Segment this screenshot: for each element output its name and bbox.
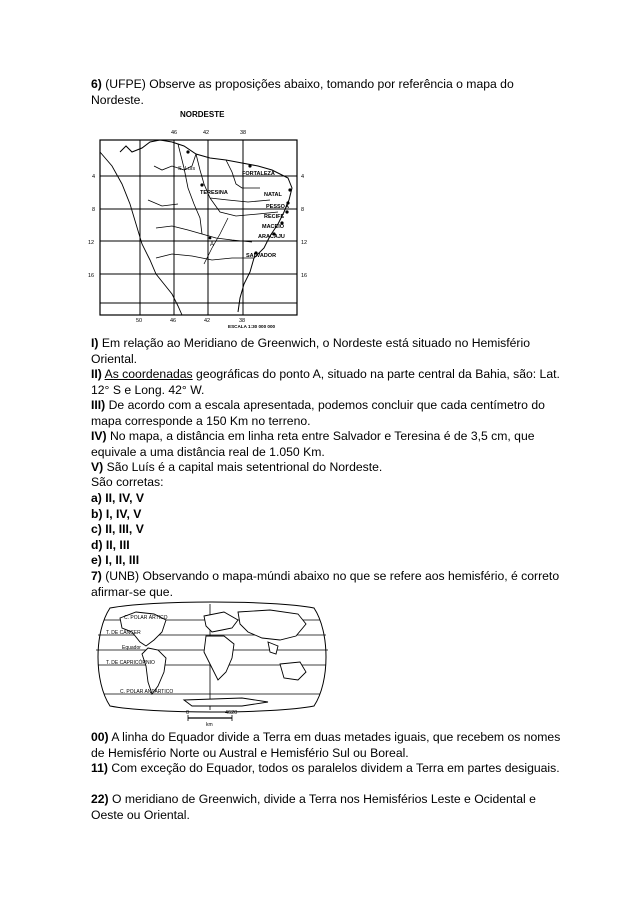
top-lon-38: 38 <box>240 130 247 136</box>
item-00-num: 00) <box>91 730 109 744</box>
q6-number: 6) <box>91 77 102 91</box>
bottom-lon-38: 38 <box>239 318 246 324</box>
city-pessoa: PESSOA <box>266 204 289 210</box>
top-lon-42: 42 <box>203 130 210 136</box>
point-a: A <box>210 242 215 248</box>
item-ii-num: II) <box>91 367 102 381</box>
q7-item-22 <box>91 792 561 823</box>
q6-item-iii <box>91 398 561 429</box>
left-lat-4: 4 <box>92 174 96 180</box>
option-b[interactable]: b) I, IV, V <box>91 506 142 521</box>
option-a[interactable]: a) II, IV, V <box>91 491 145 505</box>
scale-km: km <box>206 722 213 728</box>
q6-item-ii <box>91 367 561 398</box>
item-v-text: São Luís é a capital mais setentrional do Nordeste. <box>103 460 383 474</box>
item-iv-text: No mapa, a distância em linha reta entre Salvador e Teresina é de 3,5 cm, que equivale a uma distância real de 1.050 Km. <box>91 429 535 459</box>
q7-intro-text: (UNB) Observando o mapa-múndi abaixo no que se refere aos hemisfério, é correto afirmar-se que. <box>91 569 560 599</box>
label-polar-antartico: C. POLAR ANTÁRTICO <box>120 689 174 695</box>
label-cancer: T. DE CÂNCER <box>106 630 141 636</box>
scale-zero: 0 <box>186 710 190 716</box>
item-11-num: 11) <box>91 761 108 775</box>
bottom-lon-46: 46 <box>170 318 177 324</box>
item-00-text: A linha do Equador divide a Terra em duas metades iguais, que recebem os nomes de Hemisfério Norte ou Austral e Hemisfério Sul ou Boreal. <box>91 730 561 760</box>
city-fortaleza: FORTALEZA <box>242 171 275 177</box>
q6-intro-text: (UFPE) Observe as proposições abaixo, tomando por referência o mapa do Nordeste. <box>91 77 514 107</box>
city-recife: RECIFE <box>264 214 285 220</box>
item-iv-num: IV) <box>91 429 107 443</box>
q7-item-11 <box>91 761 561 777</box>
city-natal: NATAL <box>264 192 282 198</box>
q7-item-00 <box>91 730 561 761</box>
item-i-text: Em relação ao Meridiano de Greenwich, o Nordeste está situado no Hemisfério Oriental. <box>91 336 530 366</box>
item-iii-text: De acordo com a escala apresentada, podemos concluir que cada centímetro do mapa corresponde a 150 Km no terreno. <box>91 398 545 428</box>
q7-number: 7) <box>91 569 102 583</box>
city-aracaju: ARACAJU <box>258 234 285 240</box>
right-lat-4: 4 <box>301 174 305 180</box>
q6-intro <box>91 77 561 108</box>
right-lat-16: 16 <box>301 273 308 279</box>
option-d[interactable]: d) II, III <box>91 537 130 552</box>
label-capricornio: T. DE CAPRICÓRNIO <box>106 660 155 666</box>
q6-item-i <box>91 336 561 367</box>
left-lat-12: 12 <box>88 240 95 246</box>
city-teresina: TERESINA <box>200 190 228 196</box>
option-c[interactable]: c) II, III, V <box>91 522 144 537</box>
city-maceio: MACEIÓ <box>262 224 284 230</box>
right-lat-12: 12 <box>301 240 308 246</box>
coordenadas-link[interactable]: As coordenadas <box>104 367 193 381</box>
left-lat-16: 16 <box>88 273 95 279</box>
nordeste-map <box>88 108 332 330</box>
top-lon-46: 46 <box>171 130 178 136</box>
bottom-lon-50: 50 <box>136 318 143 324</box>
scale-4620: 4620 <box>225 710 238 716</box>
bottom-lon-42: 42 <box>204 318 211 324</box>
q6-item-iv <box>91 429 561 460</box>
label-equador: Equador <box>122 645 141 651</box>
q6-question: São corretas: <box>91 475 164 489</box>
right-lat-8: 8 <box>301 207 305 213</box>
item-ii-text: geográficas do ponto A, situado na parte central da Bahia, são: Lat. 12° S e Long. 42° W. <box>91 367 560 397</box>
item-22-text: O meridiano de Greenwich, divide a Terra nos Hemisférios Leste e Ocidental e Oeste ou Oriental. <box>91 792 536 822</box>
item-22-num: 22) <box>91 792 109 806</box>
map-title: NORDESTE <box>180 110 225 119</box>
item-iii-num: III) <box>91 398 106 412</box>
q6-item-v <box>91 460 561 476</box>
item-v-num: V) <box>91 460 104 474</box>
map-scale: ESCALA 1:30 000 000 <box>228 324 276 329</box>
city-sao-luis: S. Luís <box>178 166 196 172</box>
item-i-num: I) <box>91 336 99 350</box>
world-map <box>92 602 332 728</box>
label-polar-artico: C. POLAR ÁRTICO <box>124 615 168 621</box>
option-e[interactable]: e) I, II, III <box>91 553 140 568</box>
q6-options <box>91 491 561 569</box>
scale-bar <box>186 710 237 728</box>
left-lat-8: 8 <box>92 207 96 213</box>
q7-intro <box>91 569 561 600</box>
city-salvador: SALVADOR <box>246 253 277 259</box>
item-11-text: Com exceção do Equador, todos os paralelos dividem a Terra em partes desiguais. <box>107 761 560 775</box>
